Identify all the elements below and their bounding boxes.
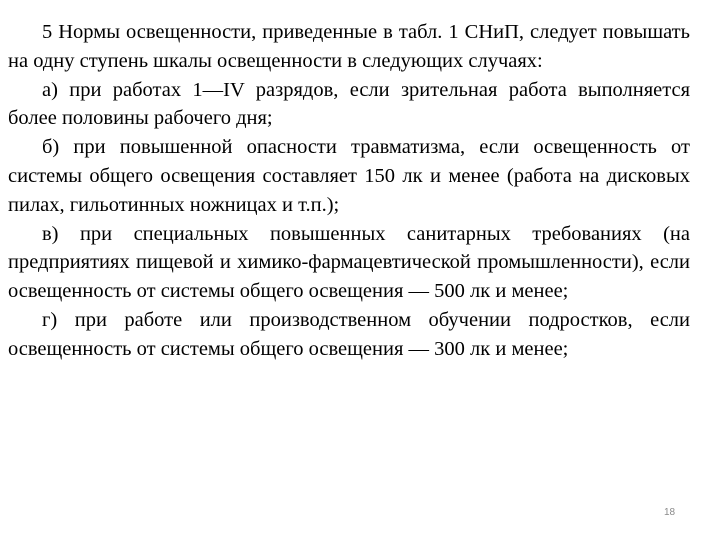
paragraph-item-b: б) при повышенной опасности травматизма, если освещенность от системы общего освещения составляет 150 лк и менее (работа на дисковых пилах, гильотинных ножницах и т.п.); [8, 136, 690, 216]
paragraph-item-a: а) при работах 1—IV разрядов, если зрительная работа выполняется более половины рабочего дня; [8, 78, 690, 130]
paragraph-intro: 5 Нормы освещенности, приведенные в табл. 1 СНиП, следует повышать на одну ступень шкалы освещенности в следующих случаях: [8, 21, 690, 72]
paragraph-item-v: в) при специальных повышенных санитарных требованиях (на предприятиях пищевой и химико-фармацевтической промышленности), если освещенность от системы общего освещения — 500 лк и менее; [8, 222, 690, 303]
page-number: 18 [664, 507, 676, 518]
paragraph-item-g: г) при работе или производственном обучении подростков, если освещенность от системы общего освещения — 300 лк и менее; [8, 308, 690, 360]
slide-text-block [8, 18, 690, 364]
